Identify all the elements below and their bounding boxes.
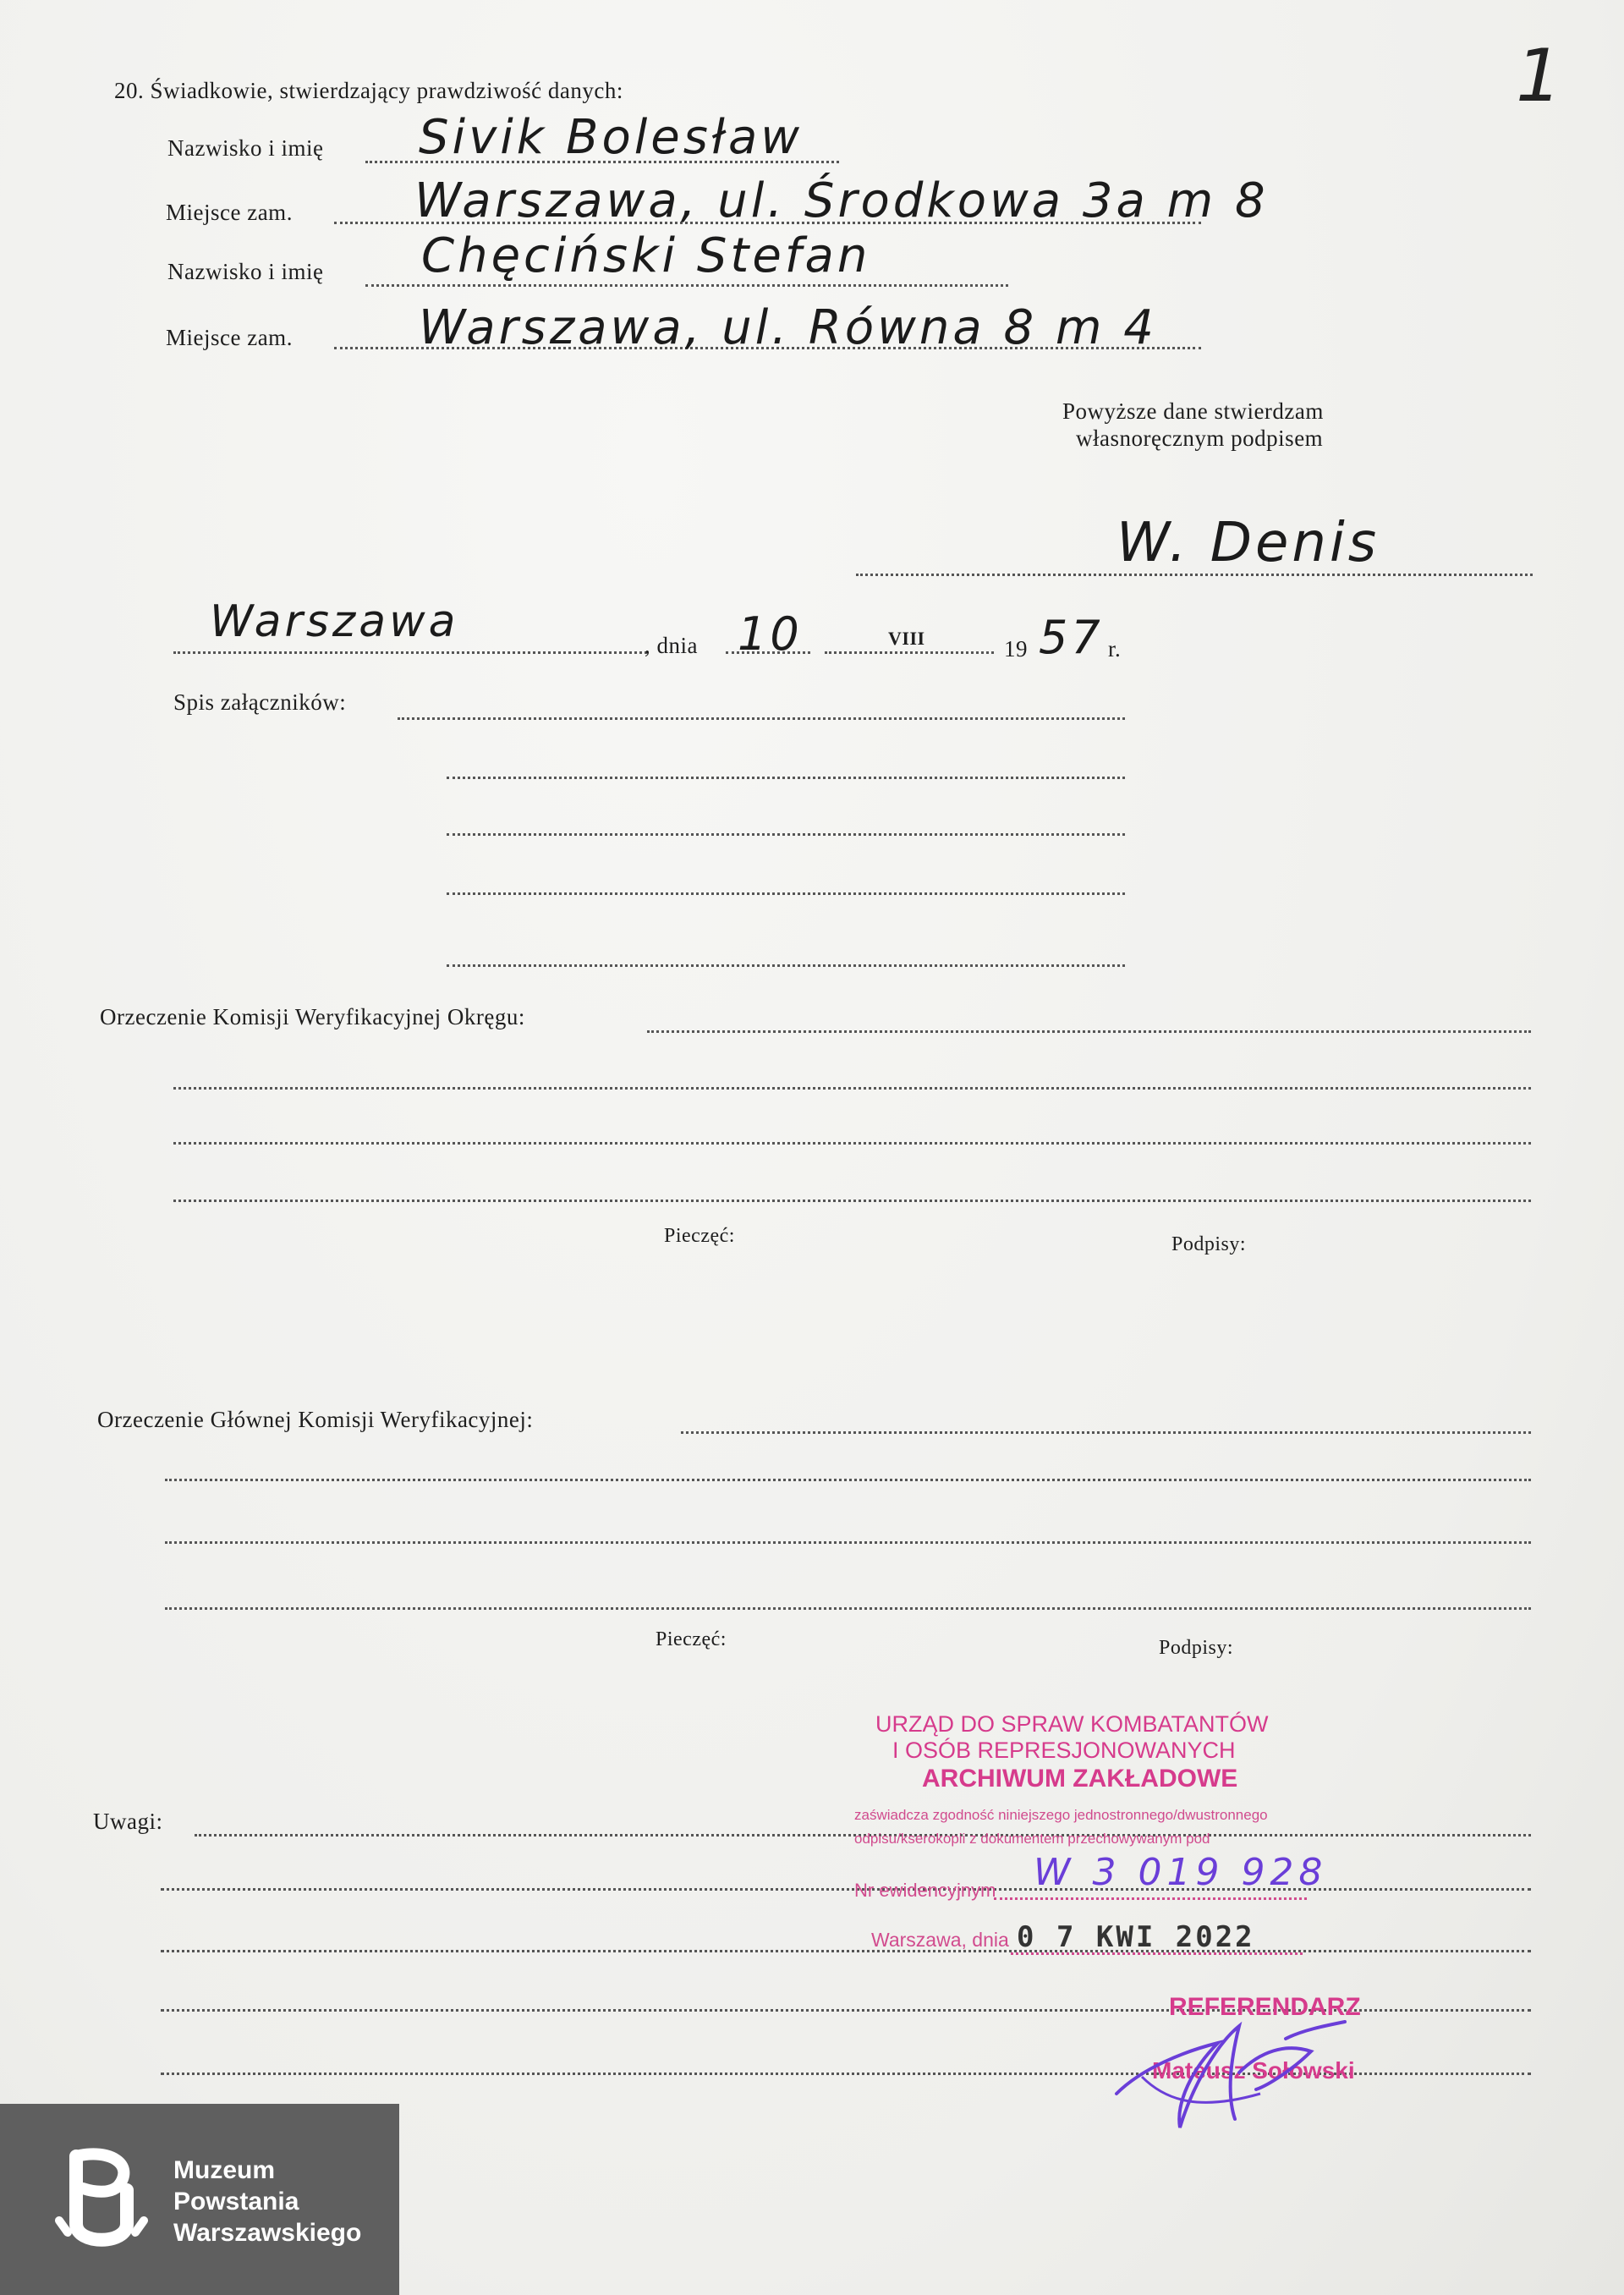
date-place-line bbox=[173, 651, 647, 654]
stamp-nr-line bbox=[994, 1897, 1307, 1900]
witness2-address: Warszawa, ul. Równa 8 m 4 bbox=[419, 300, 1157, 355]
attachments-line-4 bbox=[447, 892, 1125, 895]
date-year-suffix: 57 bbox=[1039, 611, 1104, 664]
district-line-4 bbox=[173, 1200, 1531, 1202]
witness2-name-line bbox=[365, 284, 1008, 287]
remarks-label: Uwagi: bbox=[93, 1809, 163, 1834]
stamp-nr-value: W 3 019 928 bbox=[1034, 1851, 1328, 1894]
witness2-name-label: Nazwisko i imię bbox=[167, 259, 324, 284]
date-r-label: r. bbox=[1108, 636, 1122, 662]
date-place: Warszawa bbox=[210, 596, 459, 647]
district-stamps-label: Pieczęć: bbox=[664, 1225, 735, 1247]
remarks-line-3 bbox=[161, 1950, 1531, 1952]
stamp-office-line2: I OSÓB REPRESJONOWANYCH bbox=[892, 1738, 1236, 1763]
witness1-address-label: Miejsce zam. bbox=[166, 200, 293, 225]
confirm-signature: W. Denis bbox=[1116, 512, 1380, 574]
attachments-line-1 bbox=[398, 717, 1125, 720]
museum-name-line1: Muzeum bbox=[173, 2156, 275, 2184]
main-ruling-label: Orzeczenie Głównej Komisji Weryfikacyjnej: bbox=[97, 1407, 534, 1432]
attachments-line-2 bbox=[447, 777, 1125, 779]
attachments-label: Spis załączników: bbox=[173, 689, 347, 715]
witness1-name: Sivik Bolesław bbox=[419, 110, 804, 165]
district-line-2 bbox=[173, 1087, 1531, 1090]
museum-name-line3: Warszawskiego bbox=[173, 2219, 362, 2247]
main-line-1 bbox=[681, 1431, 1531, 1434]
attachments-line-5 bbox=[447, 964, 1125, 967]
date-year-prefix: 19 bbox=[1004, 636, 1028, 662]
stamp-archive-title: ARCHIWUM ZAKŁADOWE bbox=[922, 1765, 1238, 1793]
stamp-nr-label: Nr ewidencyjnym bbox=[854, 1880, 996, 1901]
date-month: VIII bbox=[888, 628, 925, 649]
museum-name-line2: Powstania bbox=[173, 2188, 299, 2215]
confirm-line1: Powyższe dane stwierdzam bbox=[1062, 398, 1324, 424]
page-number: 1 bbox=[1516, 34, 1562, 118]
date-dnia-label: , dnia bbox=[645, 633, 698, 658]
anchor-emblem-icon bbox=[51, 2139, 152, 2258]
district-signatures-label: Podpisy: bbox=[1171, 1233, 1247, 1255]
stamp-date-value: 0 7 KWI 2022 bbox=[1017, 1920, 1255, 1954]
stamp-attest-line2: odpisu/kserokopii z dokumentem przechowywanym pod bbox=[854, 1831, 1210, 1847]
stamp-role: REFERENDARZ bbox=[1169, 1993, 1361, 2021]
referendary-signature-icon bbox=[1091, 1992, 1387, 2161]
main-line-4 bbox=[165, 1607, 1531, 1610]
witness1-address: Warszawa, ul. Środkowa 3a m 8 bbox=[414, 173, 1269, 228]
district-ruling-label: Orzeczenie Komisji Weryfikacyjnej Okręgu: bbox=[100, 1004, 525, 1029]
date-day: 10 bbox=[738, 607, 803, 661]
main-line-3 bbox=[165, 1541, 1531, 1544]
main-signatures-label: Podpisy: bbox=[1159, 1637, 1234, 1659]
district-line-1 bbox=[647, 1030, 1531, 1033]
witness1-name-label: Nazwisko i imię bbox=[167, 135, 324, 161]
stamp-date-label: Warszawa, dnia bbox=[871, 1929, 1009, 1951]
witness2-name: Chęciński Stefan bbox=[421, 228, 871, 283]
district-line-3 bbox=[173, 1142, 1531, 1145]
date-month-line bbox=[825, 651, 994, 654]
attachments-line-3 bbox=[447, 833, 1125, 836]
museum-logo bbox=[0, 2104, 399, 2295]
stamp-attest-line1: zaświadcza zgodność niniejszego jednostronnego/dwustronnego bbox=[854, 1807, 1268, 1823]
main-stamps-label: Pieczęć: bbox=[656, 1628, 727, 1650]
confirm-line2: własnoręcznym podpisem bbox=[1076, 426, 1324, 451]
stamp-person: Mateusz Sołowski bbox=[1152, 2057, 1355, 2084]
stamp-office-line1: URZĄD DO SPRAW KOMBATANTÓW bbox=[875, 1711, 1269, 1737]
witnesses-heading: 20. Świadkowie, stwierdzający prawdziwość danych: bbox=[114, 78, 623, 103]
main-line-2 bbox=[165, 1479, 1531, 1481]
witness2-address-label: Miejsce zam. bbox=[166, 325, 293, 350]
